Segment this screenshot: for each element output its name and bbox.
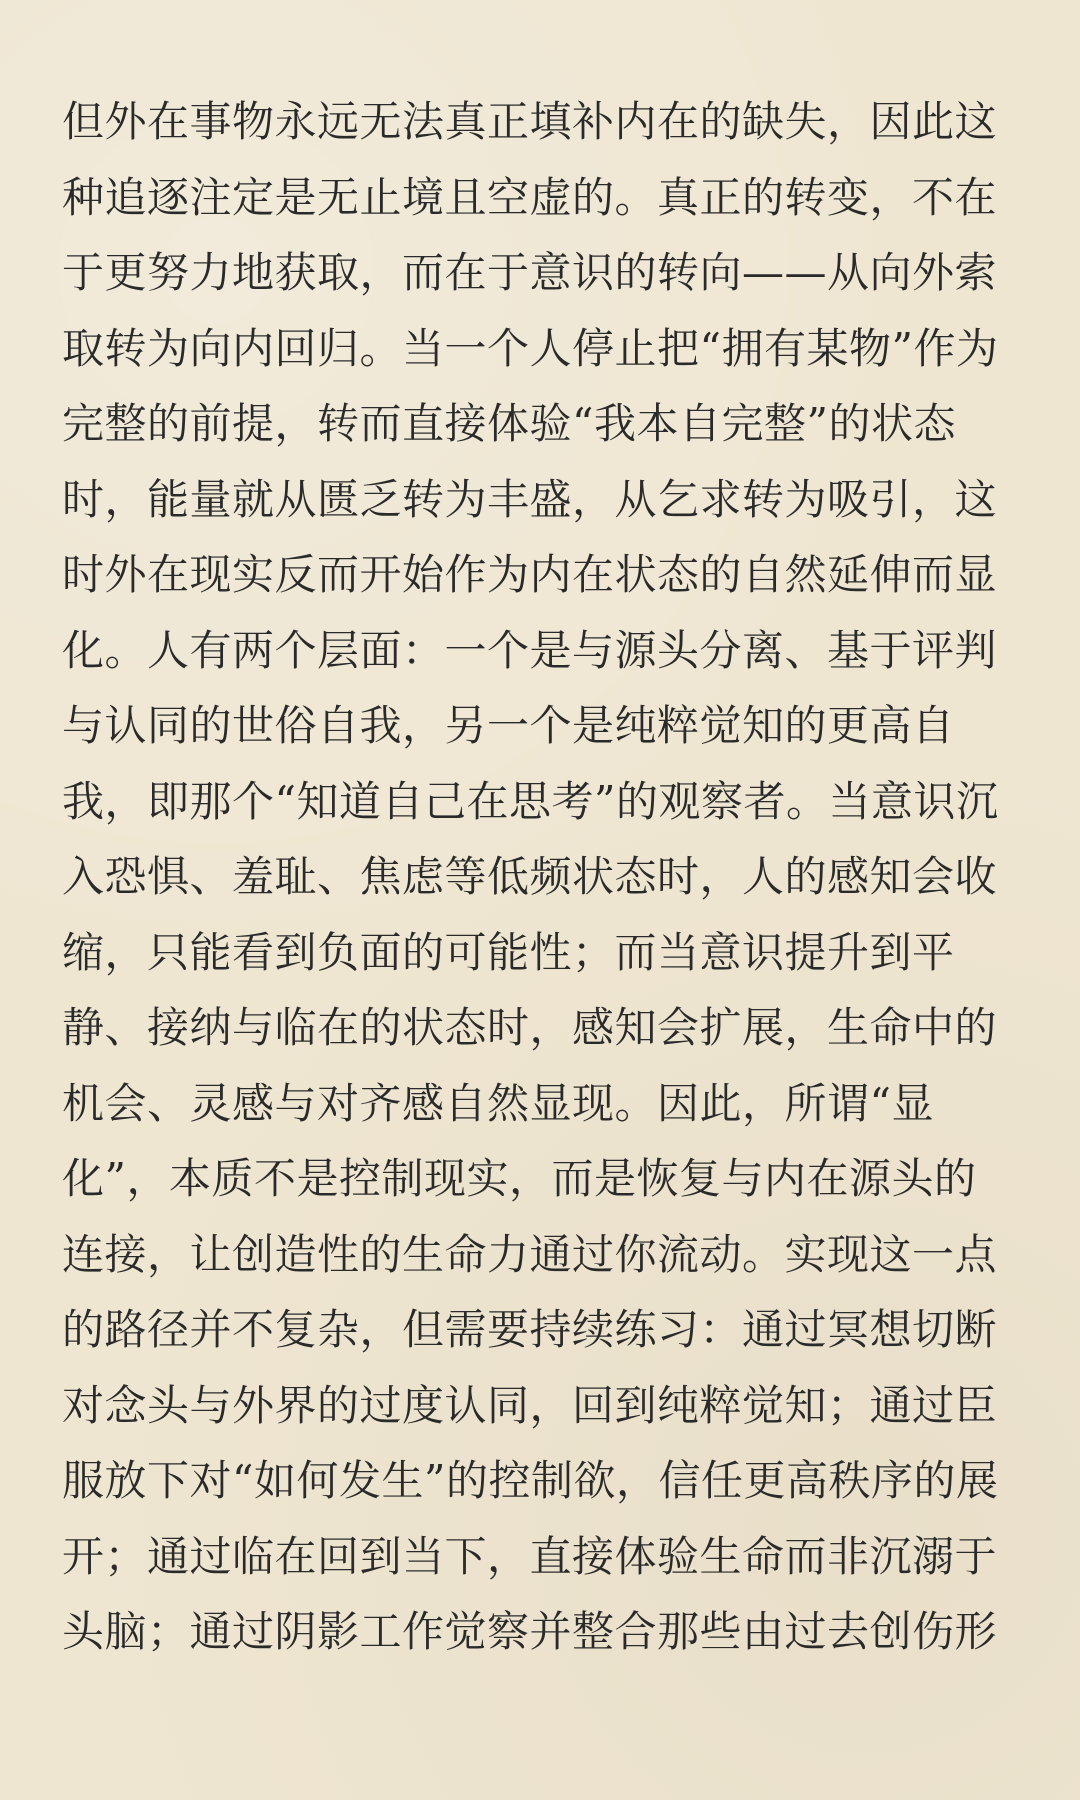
text-line: 时，能量就从匮乏转为丰盛，从乞求转为吸引，这 [62, 474, 998, 524]
text-line: 于更努力地获取，而在于意识的转向——从向外索 [62, 248, 998, 297]
text-line: 头脑；通过阴影工作觉察并整合那些由过去创伤形 [62, 1607, 998, 1656]
text-line: 对念头与外界的过度认同，回到纯粹觉知；通过臣 [62, 1380, 998, 1430]
text-line: 完整的前提，转而直接体验“我本自完整”的状态 [62, 399, 956, 448]
text-line: 的路径并不复杂，但需要持续练习：通过冥想切断 [62, 1305, 998, 1354]
text-line: 取转为向内回归。当一个人停止把“拥有某物”作为 [62, 323, 999, 373]
text-line: 开；通过临在回到当下，直接体验生命而非沉溺于 [62, 1531, 998, 1581]
text-line: 连接，让创造性的生命力通过你流动。实现这一点 [62, 1229, 998, 1279]
text-line: 与认同的世俗自我，另一个是纯粹觉知的更高自 [62, 701, 955, 750]
text-line: 种追逐注定是无止境且空虚的。真正的转变，不在 [62, 172, 998, 222]
text-line: 我，即那个“知道自己在思考”的观察者。当意识沉 [62, 776, 999, 826]
text-line: 时外在现实反而开始作为内在状态的自然延伸而显 [62, 550, 998, 599]
text-line: 静、接纳与临在的状态时，感知会扩展，生命中的 [62, 1003, 998, 1052]
text-line: 但外在事物永远无法真正填补内在的缺失，因此这 [62, 97, 998, 146]
text-line: 服放下对“如何发生”的控制欲，信任更高秩序的展 [62, 1456, 999, 1505]
text-line: 缩，只能看到负面的可能性；而当意识提升到平 [62, 927, 955, 977]
text-line: 入恐惧、羞耻、焦虑等低频状态时，人的感知会收 [62, 852, 998, 901]
text-line: 机会、灵感与对齐感自然显现。因此，所谓“显 [62, 1078, 934, 1128]
document-body [62, 84, 1022, 1670]
text-line: 化”，本质不是控制现实，而是恢复与内在源头的 [62, 1154, 977, 1203]
text-line: 化。人有两个层面：一个是与源头分离、基于评判 [62, 625, 998, 675]
